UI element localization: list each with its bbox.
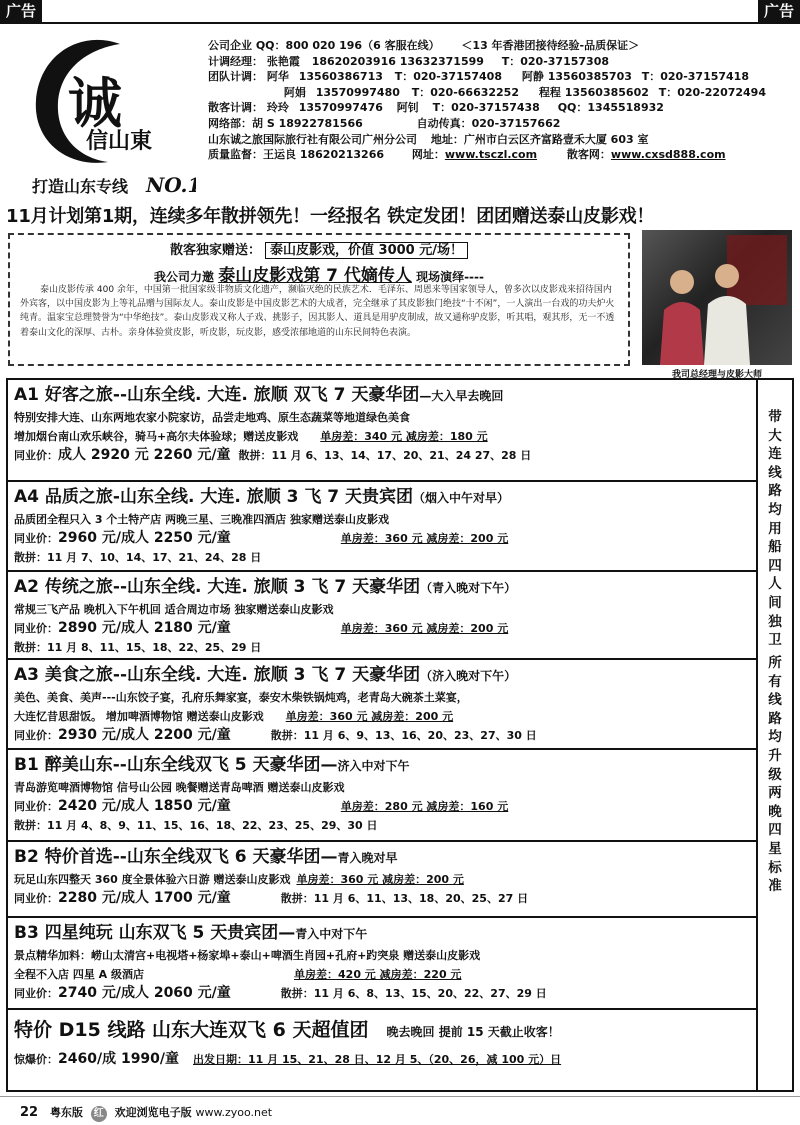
- route-title: [14, 485, 748, 510]
- group-name: 程程: [538, 85, 561, 99]
- top-divider: [0, 22, 800, 24]
- ad-label-right: 广告: [758, 0, 800, 22]
- headline: 11月计划第1期，连续多年散拼领先！一经报名 铁定发团！团团赠送泰山皮影戏！: [6, 206, 655, 227]
- route-desc: 品质团全程只入 3 个土特产店 两晚三星、三晚准四酒店 独家赠送泰山皮影戏: [14, 513, 389, 526]
- quality-label: 质量监督：: [208, 148, 263, 162]
- room-diff: 单房差：360 元 减房差：200 元: [296, 873, 464, 886]
- logo-slogan: 打造山东专线: [32, 177, 129, 196]
- group-phone: 13560385602: [564, 85, 649, 99]
- route-tag: 晚去晚回 提前 15 天截止收客！: [386, 1025, 560, 1039]
- logo-chars: 信山東: [86, 128, 153, 154]
- price: 2960 元/成人 2250 元/童: [58, 530, 231, 546]
- route-title-text: A4 品质之旅-山东全线. 大连. 旅顺 3 飞 7 天贵宾团: [14, 487, 414, 507]
- web-dept-value: 胡 S 18922781566: [252, 116, 363, 130]
- group-name: 阿静: [521, 70, 544, 84]
- route-desc: [14, 427, 748, 446]
- price: 2890 元/成人 2180 元/童: [58, 620, 231, 636]
- price-label: 同业价：: [14, 987, 58, 1000]
- contact-group-row-1: [208, 69, 793, 85]
- page-number: 22: [20, 1105, 39, 1120]
- promo-box: [8, 233, 630, 366]
- sidebar-note-ship: 带大连线路均用船四人间独卫: [768, 409, 782, 649]
- footer-divider: [0, 1096, 800, 1097]
- contact-block: [208, 38, 793, 163]
- price: 2930 元/成人 2200 元/童: [58, 727, 231, 743]
- footer-url[interactable]: www.zyoo.net: [195, 1106, 273, 1119]
- route-b2: [8, 842, 756, 918]
- invite-post: 现场演绎----: [416, 270, 484, 284]
- route-title: [14, 921, 748, 946]
- web-dept-label: 网络部：: [208, 116, 252, 130]
- scatter-tel: T：020-37157438: [432, 101, 540, 115]
- route-desc: 特别安排大连、山东两地农家小院家访，品尝走地鸡、原生态蔬菜等地道绿色美食: [14, 411, 410, 424]
- route-title-text: A2 传统之旅--山东全线. 大连. 旅顺 3 飞 7 天豪华团: [14, 577, 421, 597]
- route-desc: 常规三飞产品 晚机入下午机回 适合周边市场 独家赠送泰山皮影戏: [14, 603, 334, 616]
- route-dates: 散拼：11 月 8、11、15、18、22、25、29 日: [14, 641, 262, 654]
- room-diff: 单房差：280 元 减房差：160 元: [340, 800, 509, 813]
- contact-qq-row: [208, 38, 793, 54]
- dates: 散拼：11 月 6、9、13、16、20、23、27、30 日: [270, 729, 537, 742]
- route-d15: [8, 1010, 756, 1090]
- price-label: 同业价：: [14, 892, 58, 905]
- route-tag: （青入晚对下午）: [420, 581, 517, 595]
- page-footer: [20, 1104, 272, 1122]
- route-tag: —大入早去晚回: [419, 389, 504, 403]
- route-desc-text: 增加烟台南山欢乐峡谷，骑马+高尔夫体验球；赠送皮影戏: [14, 430, 299, 443]
- group-tel: T：020-37157408: [394, 70, 502, 84]
- route-a1: [8, 380, 756, 482]
- contact-group-row-2: [208, 85, 793, 101]
- dates: 散拼：11 月 6、11、13、18、20、25、27 日: [280, 892, 529, 905]
- room-diff: 单房差：360 元 减房差：200 元: [340, 622, 509, 635]
- price-label: 同业价：: [14, 800, 58, 813]
- route-a2: [8, 572, 756, 660]
- qq-value: 800 020 196（6 客服在线）: [285, 39, 440, 52]
- promo-photo: [642, 230, 792, 365]
- promo-paragraph: 泰山皮影传承 400 余年，中国第一批国家级非物质文化遗产，濒临灭绝的民族艺术．毛泽东、周恩来等国家领导人，曾多次以皮影戏来招待国内外宾客，以中国皮影为上等礼品赠与国际友人。泰山皮影是中国皮影艺术的大成者，完全继承了其皮影独门绝技“十不闲”，一人演出一台戏的功夫炉火纯青。温家宝总理赞誉为“中华绝技”。泰山皮影戏又称人子戏、挑影子，因其影人、道具是用驴皮制成，故又通称驴皮影，听其唱，观其形，无一不透着泰山文化的深厚、古朴。亲身体验赏皮影，听皮影，玩皮影，感受浓郁地道的山东民间特色表演。: [20, 285, 615, 338]
- group-name: 阿华: [266, 70, 289, 84]
- scatter-qq: QQ：1345518932: [557, 101, 664, 115]
- company-name: 山东诚之旅国际旅行社有限公司广州分公司: [208, 132, 417, 146]
- invite-main: 泰山皮影戏第 7 代嫡传人: [218, 266, 412, 286]
- route-title-text: 特价 D15 线路 山东大连双飞 6 天超值团: [14, 1019, 369, 1041]
- manager-phones: 18620203916 13632371599: [311, 54, 484, 68]
- routes-table: [6, 378, 758, 1092]
- price: 2460/成 1990/童: [58, 1051, 180, 1067]
- route-price-line: [14, 446, 748, 465]
- route-title-text: A1 好客之旅--山东全线. 大连. 旅顺 双飞 7 天豪华团: [14, 385, 420, 405]
- contact-scatter-row: [208, 100, 793, 116]
- price-label: 同业价：: [14, 532, 58, 545]
- website-label: 网址：: [411, 148, 445, 162]
- contact-web-dept-row: [208, 116, 793, 132]
- route-title: [14, 845, 748, 870]
- route-b1: [8, 750, 756, 842]
- route-title: [14, 663, 748, 688]
- address: 广州市白云区齐富路壹禾大厦 603 室: [463, 132, 649, 146]
- price: 成人 2920 元 2260 元/童: [58, 447, 231, 463]
- room-diff: 单房差：340 元 减房差：180 元: [320, 430, 488, 443]
- group-tel: T：020-22072494: [658, 85, 766, 99]
- manager-name: 张艳霞: [266, 54, 300, 68]
- ad-label-left: 广告: [0, 0, 42, 22]
- dates: 散拼：11 月 6、13、14、17、20、21、24 27、28 日: [238, 449, 532, 462]
- photo-illustration: [642, 230, 792, 365]
- route-a4: [8, 482, 756, 572]
- scatter-name-2: 阿钊: [396, 101, 419, 115]
- route-tag: 青入中对下午: [295, 927, 368, 941]
- gift-label: 散客独家赠送：: [170, 243, 262, 258]
- price-label: 同业价：: [14, 622, 58, 635]
- invite-pre: 我公司力邀: [154, 270, 215, 284]
- promo-gift-line: [20, 239, 618, 259]
- company-logo: [28, 30, 196, 200]
- route-desc: 景点精华加料：崂山太清宫+电视塔+杨家埠+泰山+啤酒生肖园+孔府+趵突泉 赠送泰山皮影戏: [14, 949, 481, 962]
- logo-big-char: 诚: [68, 71, 122, 135]
- sidebar-notes: [758, 378, 794, 1092]
- route-title: [14, 753, 748, 778]
- price: 2420 元/成人 1850 元/童: [58, 798, 231, 814]
- group-name: 阿娟: [283, 85, 306, 99]
- publisher-icon: 红: [91, 1106, 107, 1122]
- route-tag: （烟入中午对早）: [413, 491, 510, 505]
- route-title: [14, 1013, 748, 1047]
- qq-label: 公司企业 QQ：: [208, 39, 286, 52]
- room-diff: 单房差：360 元 减房差：200 元: [340, 532, 509, 545]
- group-phone: 13560385703: [547, 70, 632, 84]
- promo-invite-line: [20, 261, 618, 286]
- price-label: 惊爆价：: [14, 1053, 58, 1066]
- route-desc: 美色、美食、美声---山东饺子宴，孔府乐舞家宴，泰安木柴铁锅炖鸡，老青岛大碗茶土菜宴，: [14, 691, 468, 704]
- quality-value: 王运良 18620213266: [263, 148, 385, 162]
- room-diff: 单房差：420 元 减房差：220 元: [294, 968, 462, 981]
- route-desc: [14, 870, 748, 889]
- fax: 自动传真：020-37157662: [416, 116, 561, 130]
- route-tag: 青入晚对早: [337, 851, 398, 865]
- room-diff: 单房差：360 元 减房差：200 元: [285, 710, 454, 723]
- route-price-line: [14, 529, 748, 548]
- group-tel: T：020-37157418: [641, 70, 749, 84]
- sidebar-note-hotel: 所有线路均升级两晚四星标准: [768, 655, 782, 895]
- scatter-phone: 13570997476: [298, 101, 383, 115]
- scatter-website-label: 散客网：: [566, 148, 611, 162]
- route-desc: 青岛游览啤酒博物馆 信号山公园 晚餐赠送青岛啤酒 赠送泰山皮影戏: [14, 781, 345, 794]
- group-phone: 13560386713: [298, 70, 383, 84]
- dates: 出发日期：11 月 15、21、28 日、12 月 5、（20、26，减 100 元）日: [193, 1053, 562, 1066]
- gift-value: 泰山皮影戏，价值 3000 元/场！: [265, 242, 468, 259]
- route-tag: 济入中对下午: [337, 759, 410, 773]
- route-dates: 散拼：11 月 4、8、9、11、15、16、18、22、23、25、29、30 日: [14, 819, 378, 832]
- route-desc-text: 玩足山东四整天 360 度全景体验六日游 赠送泰山皮影戏: [14, 873, 291, 886]
- route-title-text: B1 醉美山东--山东全线双飞 5 天豪华团—: [14, 755, 338, 775]
- route-price-line: [14, 797, 748, 816]
- dates: 散拼：11 月 6、8、13、15、20、22、27、29 日: [280, 987, 547, 1000]
- route-price-line: [14, 984, 748, 1003]
- route-desc: [14, 965, 748, 984]
- route-title: [14, 383, 748, 408]
- route-title: [14, 575, 748, 600]
- route-title-text: B3 四星纯玩 山东双飞 5 天贵宾团—: [14, 923, 296, 943]
- photo-caption: 我司总经理与皮影大师: [671, 370, 762, 380]
- logo-slogan-no: NO.1: [146, 173, 196, 197]
- address-label: 地址：: [430, 132, 464, 146]
- route-desc-text: 全程不入店 四星 A 级酒店: [14, 968, 145, 981]
- route-desc: [14, 707, 748, 726]
- contact-manager-row: [208, 54, 793, 70]
- website-link[interactable]: www.tsczl.com: [444, 148, 538, 162]
- manager-label: 计调经理：: [208, 54, 263, 68]
- route-price-line: [14, 619, 748, 638]
- logo-graphic: [28, 30, 196, 200]
- footer-text: 欢迎浏览电子版: [114, 1106, 192, 1119]
- contact-quality-row: [208, 147, 793, 163]
- group-tel: T：020-66632252: [411, 85, 519, 99]
- price: 2740 元/成人 2060 元/童: [58, 985, 231, 1001]
- scatter-name: 玲玲: [266, 101, 289, 115]
- route-desc-text: 大连忆昔思甜饭。 增加啤酒博物馆 赠送泰山皮影戏: [14, 710, 264, 723]
- route-tag: （济入晚对下午）: [420, 669, 517, 683]
- route-a3: [8, 660, 756, 750]
- route-price-line: [14, 726, 748, 745]
- edition: 粤东版: [49, 1106, 83, 1119]
- price: 2280 元/成人 1700 元/童: [58, 890, 231, 906]
- route-price-line: [14, 1047, 748, 1071]
- contact-company-row: [208, 132, 793, 148]
- price-label: 同业价：: [14, 729, 58, 742]
- manager-tel: T：020-37157308: [501, 54, 610, 68]
- route-title-text: A3 美食之旅--山东全线. 大连. 旅顺 3 飞 7 天豪华团: [14, 665, 421, 685]
- scatter-label: 散客计调：: [208, 101, 263, 115]
- route-b3: [8, 918, 756, 1010]
- scatter-website-link[interactable]: www.cxsd888.com: [610, 148, 726, 162]
- group-phone: 13570997480: [315, 85, 400, 99]
- route-title-text: B2 特价首选--山东全线双飞 6 天豪华团—: [14, 847, 338, 867]
- route-dates: 散拼：11 月 7、10、14、17、21、24、28 日: [14, 551, 262, 564]
- group-label: 团队计调：: [208, 70, 263, 84]
- route-price-line: [14, 889, 748, 908]
- price-label: 同业价：: [14, 449, 58, 462]
- qq-note: ＜13 年香港团接待经验-品质保证＞: [461, 39, 640, 52]
